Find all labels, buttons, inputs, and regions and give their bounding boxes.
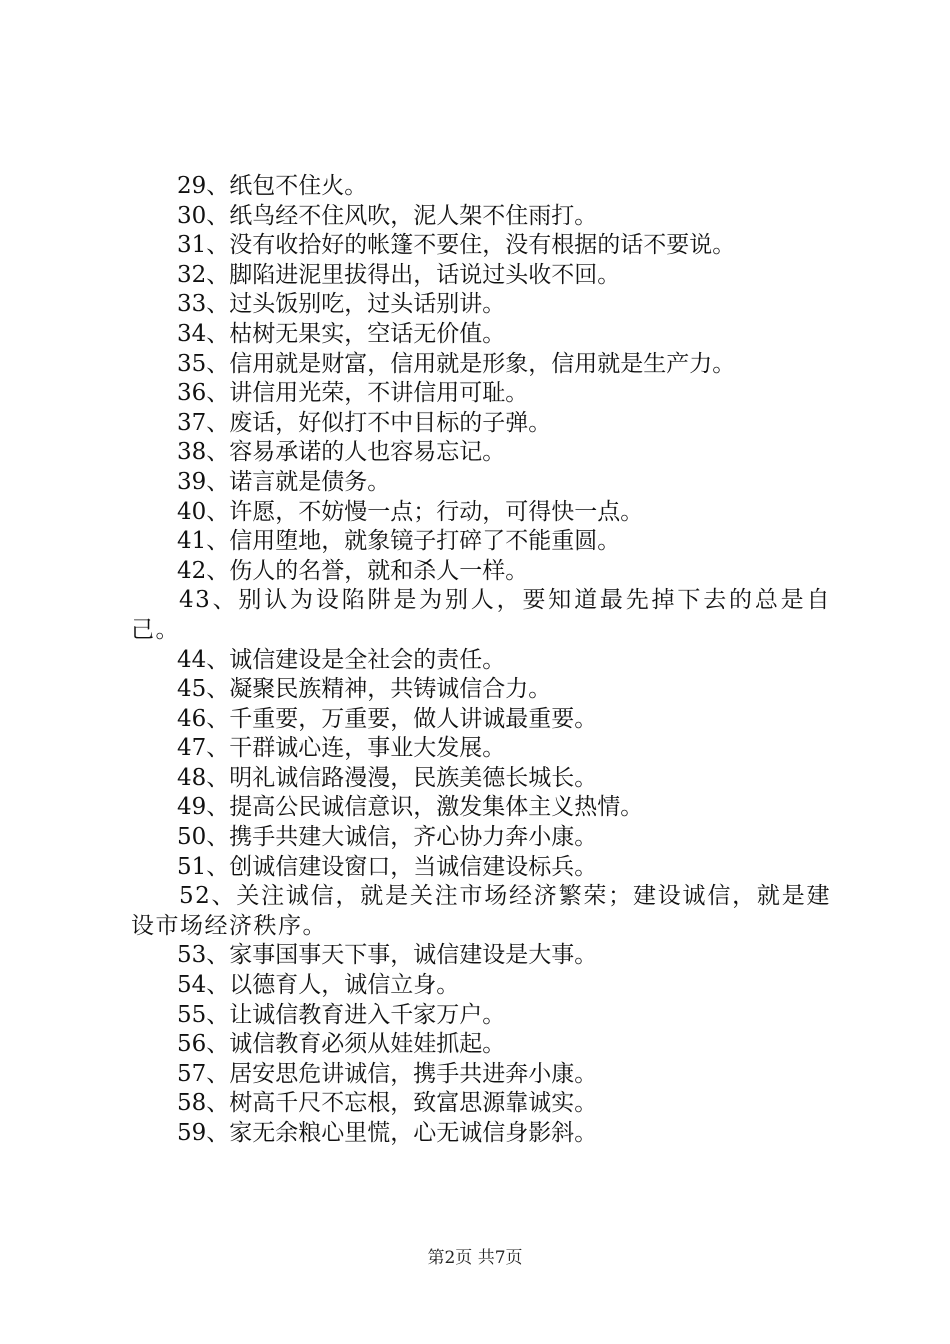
list-item: 41、信用堕地，就象镜子打碎了不能重圆。 <box>177 528 621 555</box>
list-item: 42、伤人的名誉，就和杀人一样。 <box>177 557 529 584</box>
list-item: 58、树高千尺不忘根，致富思源靠诚实。 <box>177 1090 598 1117</box>
list-item: 59、家无余粮心里慌，心无诚信身影斜。 <box>177 1120 598 1146</box>
list-item: 45、凝聚民族精神，共铸诚信合力。 <box>177 676 552 703</box>
list-item: 40、许愿，不妨慢一点；行动，可得快一点。 <box>177 498 644 525</box>
list-item: 57、居安思危讲诚信，携手共进奔小康。 <box>177 1060 598 1087</box>
list-item: 55、让诚信教育进入千家万户。 <box>177 1001 506 1028</box>
list-item: 39、诺言就是债务。 <box>177 468 391 495</box>
list-item: 31、没有收拾好的帐篷不要住，没有根据的话不要说。 <box>177 232 736 259</box>
list-item: 34、枯树无果实，空话无价值。 <box>177 320 506 347</box>
list-item: 51、创诚信建设窗口，当诚信建设标兵。 <box>177 853 598 880</box>
list-item: 29、纸包不住火。 <box>177 173 368 199</box>
list-item: 36、讲信用光荣，不讲信用可耻。 <box>177 380 529 407</box>
list-item: 30、纸鸟经不住风吹，泥人架不住雨打。 <box>177 202 598 229</box>
list-item: 37、废话，好似打不中目标的子弹。 <box>177 409 552 436</box>
list-item: 47、干群诚心连，事业大发展。 <box>177 735 506 762</box>
list-item: 46、千重要，万重要，做人讲诚最重要。 <box>177 705 598 732</box>
list-item: 50、携手共建大诚信，齐心协力奔小康。 <box>177 824 598 851</box>
list-item: 53、家事国事天下事，诚信建设是大事。 <box>177 942 598 969</box>
list-item: 52、关注诚信，就是关注市场经济繁荣；建设诚信，就是建设市场经济秩序。 <box>131 883 831 939</box>
list-item: 32、脚陷进泥里拔得出，话说过头收不回。 <box>177 261 621 288</box>
list-item: 35、信用就是财富，信用就是形象，信用就是生产力。 <box>177 350 736 377</box>
list-item: 43、别认为设陷阱是为别人，要知道最先掉下去的总是自己。 <box>131 587 831 643</box>
list-item: 44、诚信建设是全社会的责任。 <box>177 646 506 673</box>
document-body <box>131 172 831 1149</box>
list-item: 48、明礼诚信路漫漫，民族美德长城长。 <box>177 764 598 791</box>
list-item: 49、提高公民诚信意识，激发集体主义热情。 <box>177 794 644 821</box>
list-item: 33、过头饭别吃，过头话别讲。 <box>177 291 506 318</box>
list-item: 56、诚信教育必须从娃娃抓起。 <box>177 1031 506 1058</box>
page-number-footer: 第2页 共7页 <box>427 1248 523 1268</box>
list-item: 54、以德育人，诚信立身。 <box>177 972 460 999</box>
list-item: 38、容易承诺的人也容易忘记。 <box>177 439 506 466</box>
